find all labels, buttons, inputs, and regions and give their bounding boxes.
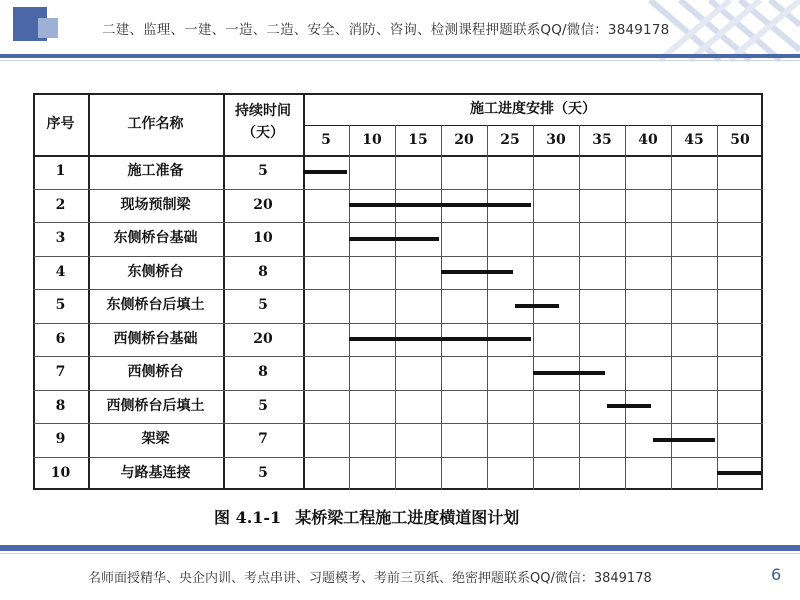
header-divider: [0, 54, 800, 58]
row-duration: 5: [258, 464, 268, 481]
row-duration: 5: [258, 297, 268, 313]
footer-divider-thin: [0, 553, 800, 554]
tick-label: 45: [684, 132, 704, 148]
row-duration: 5: [258, 163, 268, 179]
row-seq: 9: [55, 431, 66, 447]
tick-column-line: [717, 125, 718, 490]
header-seq: 序号: [46, 116, 75, 132]
row-seq: 10: [50, 464, 71, 481]
tick-column-line: [395, 125, 396, 490]
row-duration: 8: [258, 263, 268, 280]
tick-label: 40: [638, 132, 658, 148]
row-work-name: 西侧桥台基础: [113, 330, 198, 347]
tick-label: 50: [730, 132, 750, 148]
row-seq: 4: [55, 263, 66, 280]
schedule-bar: [441, 270, 513, 274]
schedule-bar: [303, 170, 347, 174]
header-duration-line1: 持续时间: [235, 103, 291, 119]
header-logo-square-light: [38, 18, 58, 38]
header-promo-text: 二建、监理、一建、一造、二造、安全、消防、咨询、检测课程押题联系QQ/微信：3849178: [102, 22, 670, 38]
schedule-bar: [533, 371, 605, 375]
schedule-bar: [607, 404, 651, 408]
row-duration: 5: [258, 397, 268, 414]
schedule-bar: [349, 337, 531, 341]
row-seq: 8: [55, 397, 66, 414]
row-work-name: 西侧桥台: [127, 364, 184, 380]
figure-caption: [214, 505, 533, 528]
row-seq: 2: [55, 196, 66, 213]
row-duration: 8: [258, 364, 268, 380]
tick-column-line: [671, 125, 672, 490]
header-divider-thin: [0, 60, 800, 61]
tick-label: 20: [454, 132, 474, 148]
tick-column-line: [441, 125, 442, 490]
figure-title: 某桥梁工程施工进度横道图计划: [295, 508, 520, 527]
row-seq: 1: [55, 163, 66, 179]
footer-divider: [0, 545, 800, 551]
tick-label: 25: [500, 132, 520, 148]
footer-promo-text: 名师面授精华、央企内训、考点串讲、习题模考、考前三页纸、绝密押题联系QQ/微信：3849178: [88, 571, 652, 586]
row-work-name: 与路基连接: [120, 464, 191, 481]
figure-number: 图 4.1-1: [214, 508, 282, 527]
header-duration-line2: （天）: [242, 125, 284, 141]
row-work-name: 东侧桥台: [127, 263, 184, 280]
page-number: 6: [771, 565, 782, 584]
tick-column-line: [349, 125, 350, 490]
row-work-name: 东侧桥台后填土: [106, 297, 205, 313]
row-work-name: 施工准备: [127, 163, 184, 179]
row-duration: 20: [253, 330, 273, 347]
row-seq: 6: [55, 330, 66, 347]
row-work-name: 东侧桥台基础: [113, 230, 198, 246]
gantt-table: [33, 93, 763, 490]
tick-label: 35: [592, 132, 612, 148]
schedule-bar: [653, 438, 715, 442]
tick-column-line: [579, 125, 580, 490]
header-schedule: 施工进度安排（天）: [470, 101, 596, 117]
row-seq: 3: [55, 230, 66, 246]
schedule-bar: [349, 203, 531, 207]
row-work-name: 西侧桥台后填土: [106, 397, 205, 414]
row-seq: 7: [55, 364, 66, 380]
schedule-bar: [349, 237, 439, 241]
row-duration: 7: [258, 431, 268, 447]
schedule-bar: [515, 304, 559, 308]
row-work-name: 现场预制梁: [120, 196, 191, 213]
tick-label: 15: [408, 132, 428, 148]
tick-column-line: [487, 125, 488, 490]
tick-label: 30: [546, 132, 566, 148]
tick-label: 10: [362, 132, 382, 148]
row-duration: 20: [253, 196, 273, 213]
row-seq: 5: [55, 297, 66, 313]
schedule-bar: [717, 471, 761, 475]
tick-label: 5: [321, 132, 331, 148]
row-duration: 10: [253, 230, 273, 246]
row-work-name: 架梁: [141, 431, 170, 447]
tick-column-line: [625, 125, 626, 490]
header-work-name: 工作名称: [127, 116, 184, 132]
